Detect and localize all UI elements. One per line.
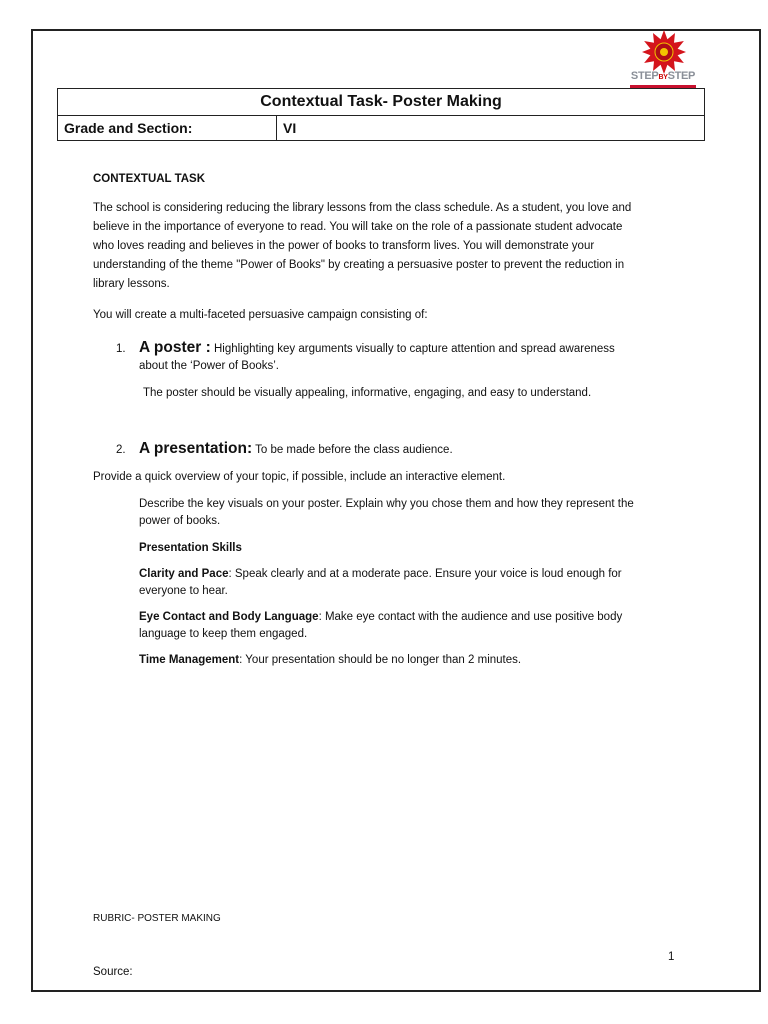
source-label: Source:: [93, 966, 133, 978]
eye-label: Eye Contact and Body Language: [139, 611, 319, 623]
intro-line-2: believe in the importance of everyone to read. You will take on the role of a passionate student advocate: [93, 221, 623, 233]
clarity-label: Clarity and Pace: [139, 568, 229, 580]
item-2-line: [139, 439, 453, 460]
item-2-heading: A presentation:: [139, 440, 253, 457]
star-emblem-icon: [642, 30, 686, 74]
item-1-number: 1.: [116, 343, 126, 355]
intro-line-4: understanding of the theme "Power of Books" by creating a persuasive poster to prevent the reduction in: [93, 259, 625, 271]
eye-text: : Make eye contact with the audience and use positive body: [318, 611, 623, 623]
header-table: [57, 88, 705, 141]
poster-note: The poster should be visually appealing, informative, engaging, and easy to understand.: [143, 387, 592, 399]
item-1-line-1: [139, 338, 615, 359]
describe-line-1: Describe the key visuals on your poster. Explain why you chose them and how they represent the: [139, 498, 634, 510]
clarity-line-2: everyone to hear.: [139, 585, 228, 597]
intro-line-3: who loves reading and believes in the power of books to transform lives. You will demonstrate your: [93, 240, 595, 252]
clarity-text: : Speak clearly and at a moderate pace. Ensure your voice is loud enough for: [228, 568, 622, 580]
grade-value: VI: [277, 116, 705, 141]
time-label: Time Management: [139, 654, 240, 666]
page-number: 1: [668, 951, 675, 963]
section-heading: CONTEXTUAL TASK: [93, 173, 206, 185]
item-1-line-2: about the ‘Power of Books’.: [139, 360, 279, 372]
item-2-text: To be made before the class audience.: [252, 444, 453, 456]
time-line: [139, 651, 521, 670]
skills-heading: Presentation Skills: [139, 542, 242, 554]
item-1-heading: A poster :: [139, 339, 211, 356]
intro-line-1: The school is considering reducing the library lessons from the class schedule. As a student, you love and: [93, 202, 632, 214]
overview-line: Provide a quick overview of your topic, if possible, include an interactive element.: [93, 471, 506, 483]
item-2-number: 2.: [116, 444, 126, 456]
document-title: Contextual Task- Poster Making: [58, 89, 705, 116]
item-1-text: Highlighting key arguments visually to capture attention and spread awareness: [210, 343, 615, 355]
intro-line-5: library lessons.: [93, 278, 170, 290]
eye-line-2: language to keep them engaged.: [139, 628, 308, 640]
describe-line-2: power of books.: [139, 515, 221, 527]
grade-label: Grade and Section:: [58, 116, 277, 141]
time-text: : Your presentation should be no longer than 2 minutes.: [239, 654, 522, 666]
campaign-line: You will create a multi-faceted persuasive campaign consisting of:: [93, 309, 428, 321]
rubric-heading: RUBRIC- POSTER MAKING: [93, 913, 221, 924]
logo-wordmark: STEPBYSTEP: [630, 70, 696, 82]
school-logo: [626, 30, 700, 88]
